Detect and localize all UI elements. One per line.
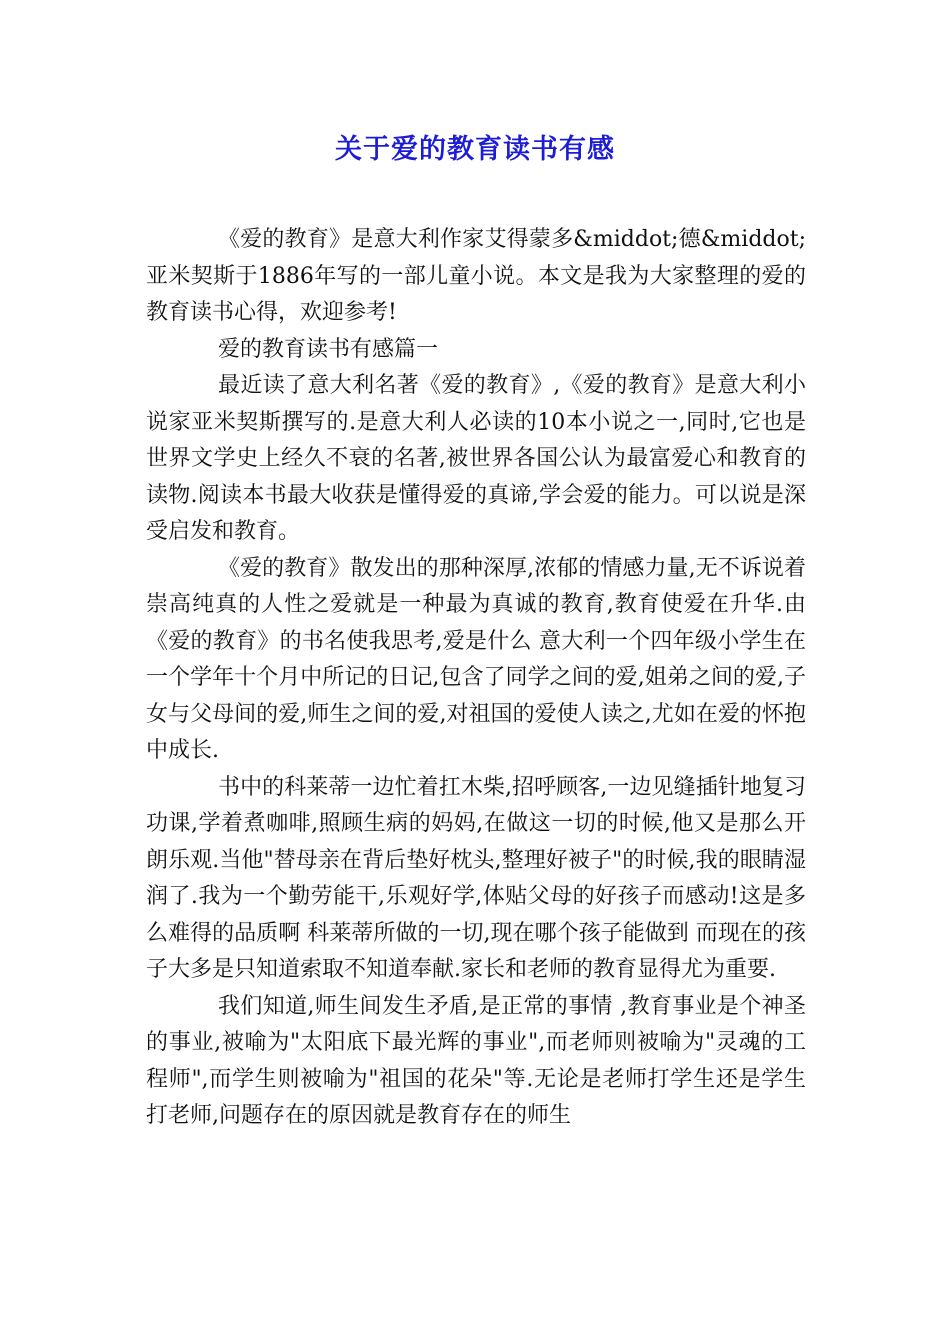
paragraph-section-heading: 爱的教育读书有感篇一 [218,336,439,362]
document-body [146,222,806,1135]
document-title: 关于爱的教育读书有感 [335,134,615,165]
paragraph-body: 书中的科莱蒂一边忙着扛木柴,招呼顾客,一边见缝插针地复习功课,学着煮咖啡,照顾生病的妈妈,在做这一切的时候,他又是那么开朗乐观.当他"替母亲在背后垫好枕头,整理好被子"的时候,我的眼睛湿润了.我为一个勤劳能干,乐观好学,体贴父母的好孩子而感动!这是多么难得的品质啊 科莱蒂所做的一切,现在哪个孩子能做到 而现在的孩子大多是只知道索取不知道奉献.家长和老师的教育显得尤为重要. [146,774,806,982]
paragraph-body: 最近读了意大利名著《爱的教育》,《爱的教育》是意大利小说家亚米契斯撰写的.是意大利人必读的10本小说之一,同时,它也是世界文学史上经久不衰的名著,被世界各国公认为最富爱心和教育的读物.阅读本书最大收获是懂得爱的真谛,学会爱的能力。可以说是深受启发和教育。 [146,373,806,544]
paragraph-body: 我们知道,师生间发生矛盾,是正常的事情 ,教育事业是个神圣的事业,被喻为"太阳底下最光辉的事业",而老师则被喻为"灵魂的工程师",而学生则被喻为"祖国的花朵"等.无论是老师打学生还是学生打老师,问题存在的原因就是教育存在的师生 [146,993,806,1128]
paragraph-intro: 《爱的教育》是意大利作家艾得蒙多&middot;德&middot;亚米契斯于1886年写的一部儿童小说。本文是我为大家整理的爱的教育读书心得，欢迎参考! [146,227,806,325]
paragraph-body: 《爱的教育》散发出的那种深厚,浓郁的情感力量,无不诉说着崇高纯真的人性之爱就是一种最为真诚的教育,教育使爱在升华.由《爱的教育》的书名使我思考,爱是什么 意大利一个四年级小学生在一个学年十个月中所记的日记,包含了同学之间的爱,姐弟之间的爱,子女与父母间的爱,师生之间的爱,对祖国的爱使人读之,尤如在爱的怀抱中成长. [146,555,806,763]
